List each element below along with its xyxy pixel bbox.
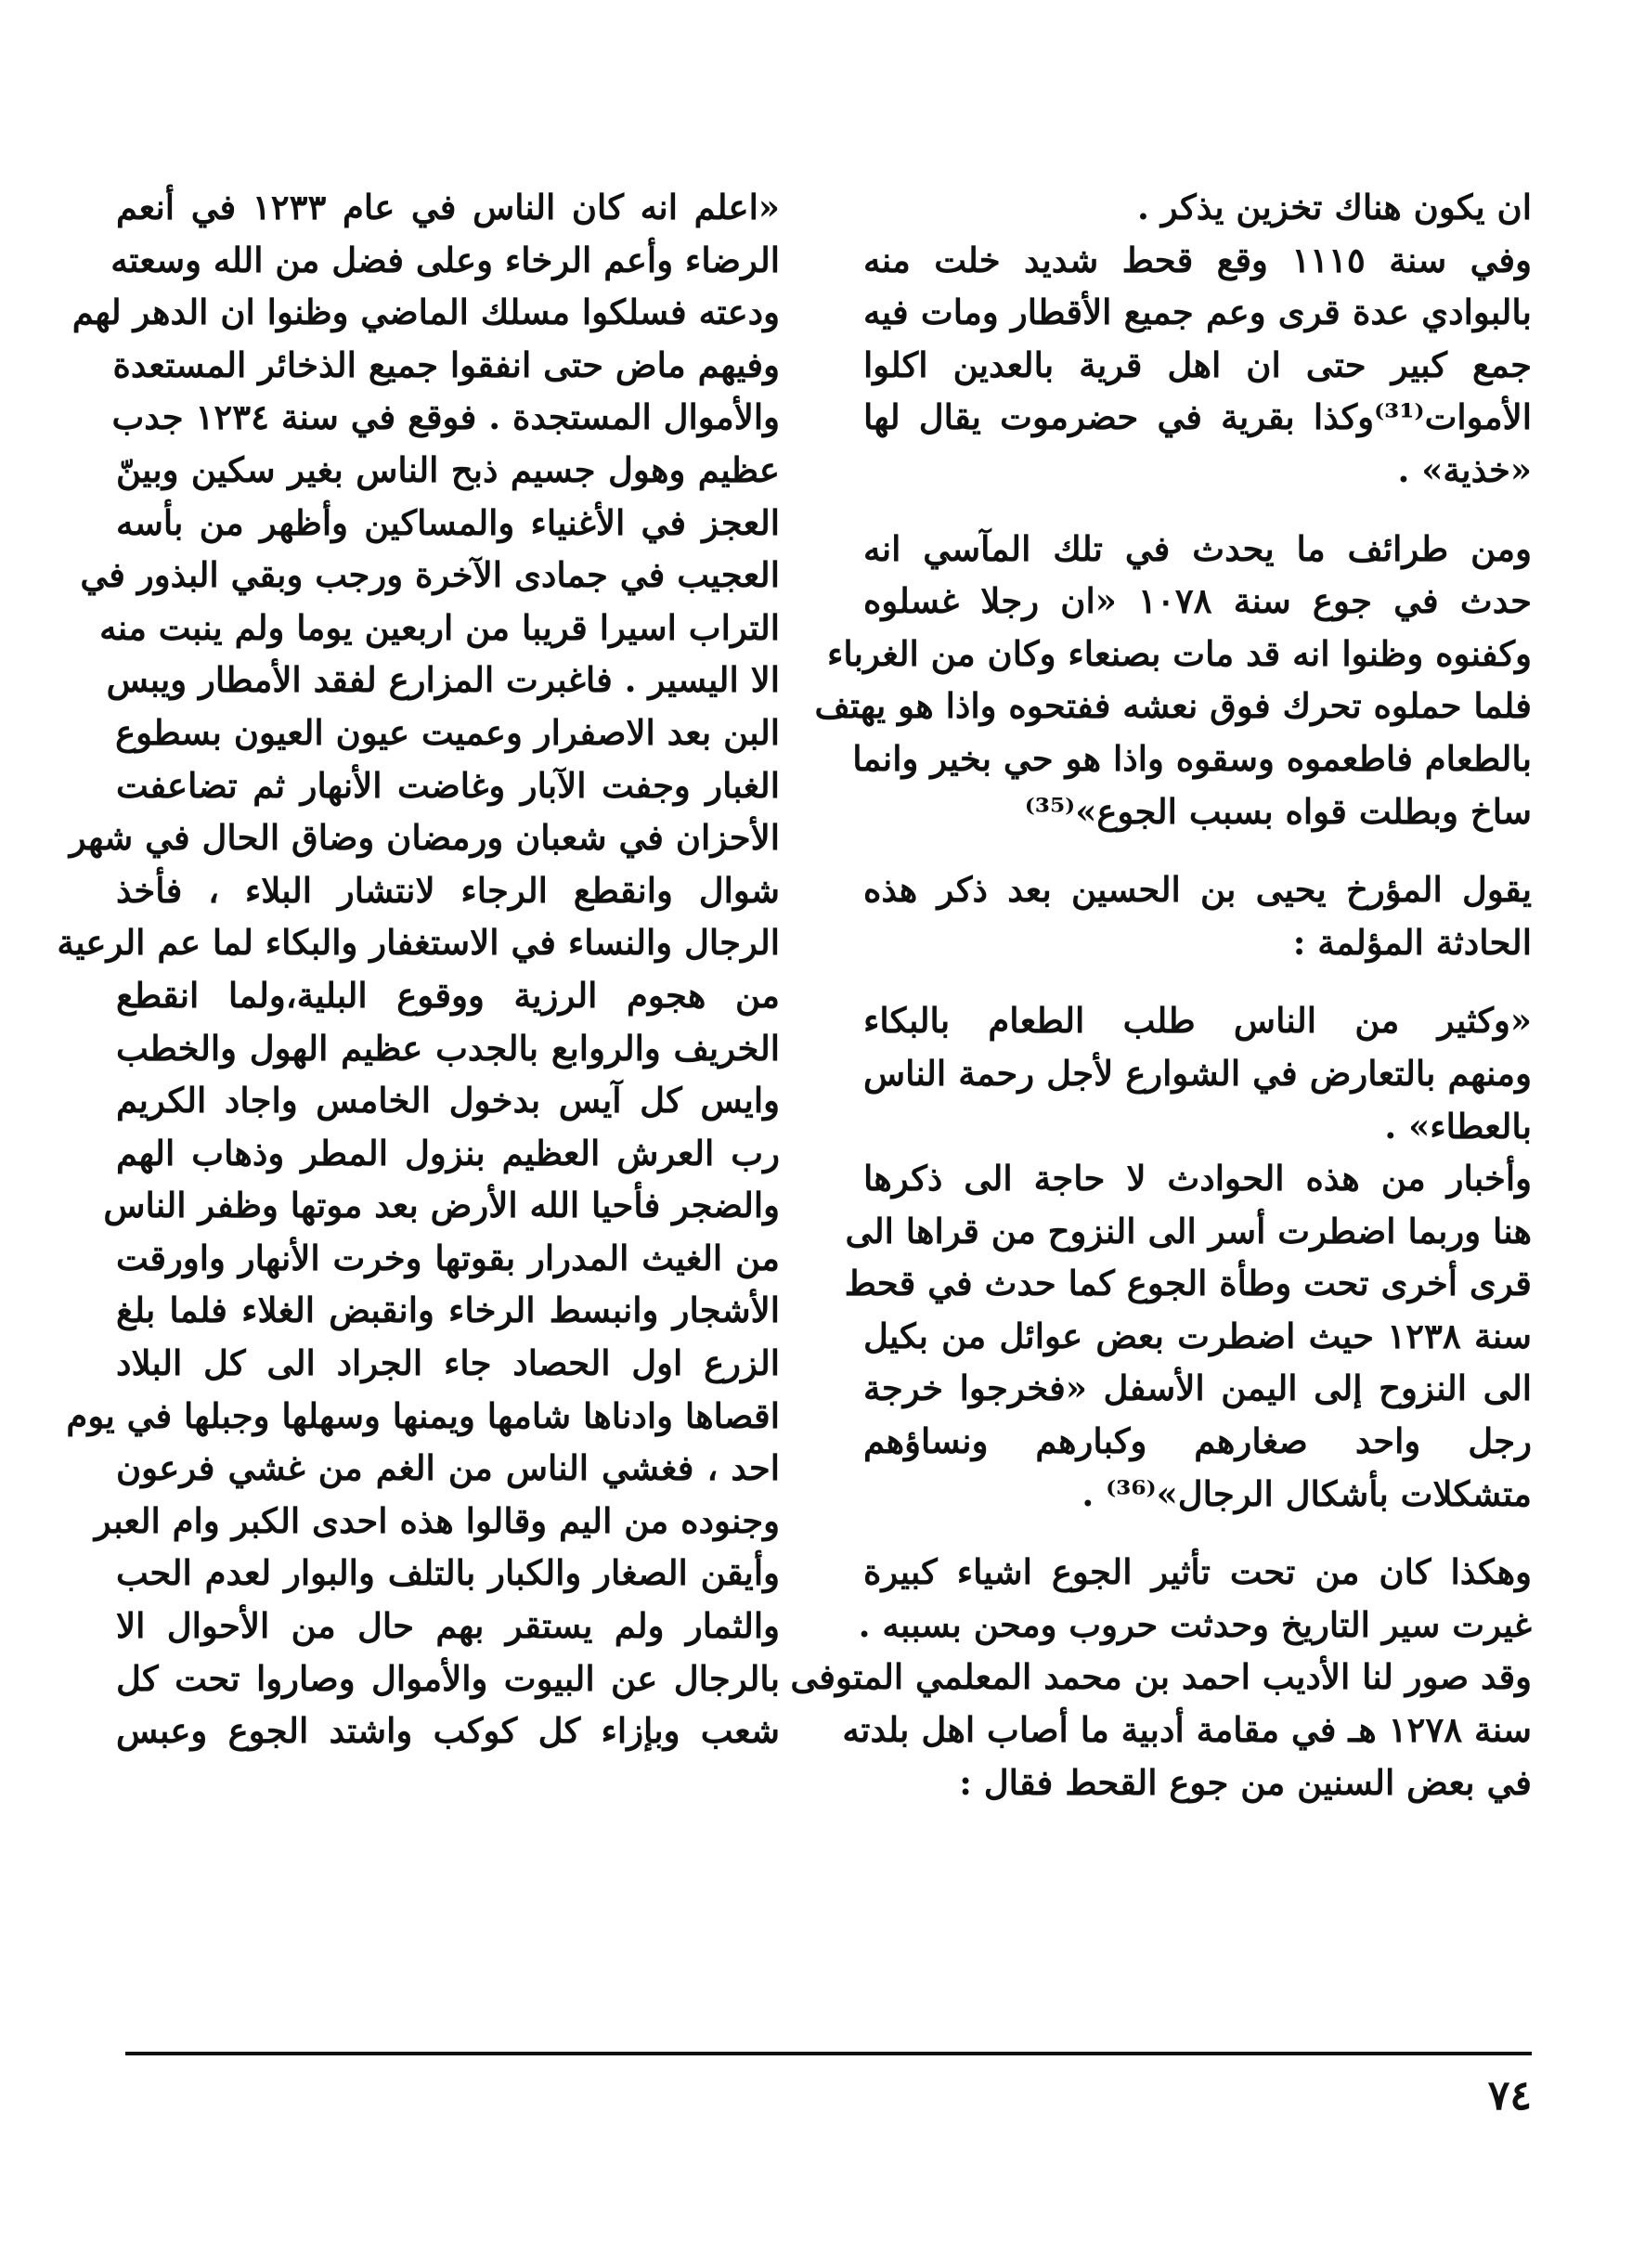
- text-line: يقول المؤرخ يحيى بن الحسين بعد ذكر هذه: [863, 869, 1532, 911]
- text-line: والثمار ولم يستقر بهم حال من الأحوال الا: [116, 1605, 780, 1647]
- text-line: فلما حملوه تحرك فوق نعشه ففتحوه واذا هو يهتف: [814, 685, 1532, 727]
- text-line: «وكثير من الناس طلب الطعام بالبكاء: [863, 1000, 1532, 1042]
- text-line: العجز في الأغنياء والمساكين وأظهر من بأسه: [116, 501, 780, 543]
- text-line: والأموال المستجدة . فوقع في سنة ١٢٣٤ جدب: [111, 396, 780, 438]
- text-line: وايس كل آيس بدخول الخامس واجاد الكريم: [116, 1080, 780, 1121]
- text-line: اقصاها وادناها شامها ويمنها وسهلها وجبلها في يوم: [66, 1394, 780, 1436]
- text-line: وفيهم ماض حتى انفقوا جميع الذخائر المستعدة: [112, 343, 780, 385]
- text-line: في بعض السنين من جوع القحط فقال :: [959, 1761, 1532, 1803]
- text-line: التراب اسيرا قريبا من اربعين يوما ولم ينبت منه: [99, 606, 780, 648]
- text-line: ودعته فسلكوا مسلك الماضي وظنوا ان الدهر لهم: [71, 292, 780, 333]
- text-line: ان يكون هناك تخزين يذكر .: [1136, 187, 1532, 227]
- paragraph: [790, 1546, 1532, 1808]
- text-line: رجل واحد صغارهم وكبارهم ونساؤهم: [863, 1420, 1532, 1462]
- text-line: الخريف والروابع بالجدب عظيم الهول والخطب: [116, 1027, 780, 1069]
- text-line: الغبار وجفت الآبار وغاضت الأنهار ثم تضاعفت: [116, 764, 780, 806]
- text-line: وفي سنة ١١١٥ وقع قحط شديد خلت منه: [863, 239, 1532, 280]
- paragraph: [863, 863, 1532, 968]
- paragraph: [863, 181, 1532, 234]
- text-line: سنة ١٢٧٨ هـ في مقامة أدبية ما أصاب اهل بلدته: [842, 1709, 1532, 1751]
- text-line: وجنوده من اليم وقالوا هذه احدى الكبر وام العبر: [94, 1499, 780, 1541]
- footer-rule: [125, 2052, 1532, 2055]
- text-line: بالبوادي عدة قرى وعم جميع الأقطار ومات فيه: [863, 292, 1532, 333]
- text-line: الأحزان في شعبان ورمضان وضاق الحال في شهر: [69, 817, 780, 859]
- page-number: ٧٤: [1487, 2072, 1532, 2119]
- text-line: الرضاء وأعم الرخاء وعلى فضل من الله وسعته: [110, 239, 780, 280]
- paragraph: [844, 1152, 1532, 1520]
- text-line: الأشجار وانبسط الرخاء وانقبض الغلاء فلما بلغ: [116, 1290, 780, 1331]
- left-column: [57, 181, 781, 1757]
- right-column: [790, 181, 1532, 1808]
- text-line: غيرت سير التاريخ وحدثت حروب ومحن بسببه .: [858, 1603, 1532, 1645]
- text-line: وأيقن الصغار والكبار بالتلف والبوار لعدم الحب: [116, 1552, 780, 1594]
- quote-paragraph: [863, 994, 1532, 1152]
- text-line: وكفنوه وظنوا انه قد مات بصنعاء وكان من الغرباء: [826, 632, 1532, 674]
- text-line: جمع كبير حتى ان اهل قرية بالعدين اكلوا: [863, 343, 1532, 385]
- paragraph: [863, 234, 1532, 497]
- text-line: الا اليسير . فاغبرت المزارع لفقد الأمطار ويبس: [106, 659, 780, 701]
- text-line: ساخ وبطلت قواه بسبب الجوع»⁽³⁵⁾: [1024, 790, 1532, 832]
- text-line: متشكلات بأشكال الرجال»⁽³⁶⁾ .: [1082, 1472, 1532, 1514]
- text-line: من هجوم الرزية ووقوع البلية،ولما انقطع: [116, 974, 780, 1016]
- text-line: شوال وانقطع الرجاء لانتشار البلاء ، فأخذ: [116, 869, 780, 911]
- text-line: البن بعد الاصفرار وعميت عيون العيون بسطوع: [115, 711, 780, 753]
- text-line: حدث في جوع سنة ١٠٧٨ «ان رجلا غسلوه: [863, 580, 1532, 622]
- text-line: الحادثة المؤلمة :: [1292, 921, 1532, 963]
- text-line: وقد صور لنا الأديب احمد بن محمد المعلمي المتوفى: [790, 1656, 1532, 1698]
- text-line: «اعلم انه كان الناس في عام ١٢٣٣ في أنعم: [116, 187, 781, 227]
- text-line: قرى أخرى تحت وطأة الجوع كما حدث في قحط: [844, 1263, 1532, 1304]
- text-line: بالعطاء» .: [1384, 1105, 1532, 1147]
- text-line: «خذية» .: [1397, 448, 1532, 490]
- paragraph: [814, 523, 1532, 838]
- text-line: شعب وبإزاء كل كوكب واشتد الجوع وعبس: [116, 1710, 780, 1752]
- text-line: من الغيث المدرار بقوتها وخرت الأنهار واورقت: [116, 1237, 780, 1278]
- text-line: بالطعام فاطعموه وسقوه واذا هو حي بخير وانما: [852, 737, 1532, 779]
- text-line: هنا وربما اضطرت أسر الى النزوح من قراها الى: [845, 1210, 1532, 1251]
- text-line: الزرع اول الحصاد جاء الجراد الى كل البلاد: [116, 1342, 780, 1384]
- text-line: ومنهم بالتعارض في الشوارع لأجل رحمة الناس: [863, 1052, 1532, 1094]
- text-line: العجيب في جمادى الآخرة ورجب وبقي البذور في: [80, 554, 780, 596]
- quote-paragraph: [57, 181, 781, 1757]
- text-line: سنة ١٢٣٨ حيث اضطرت بعض عوائل من بكيل: [863, 1315, 1532, 1356]
- text-line: الرجال والنساء في الاستغفار والبكاء لما عم الرعية: [57, 922, 780, 964]
- text-line: الأموات⁽³¹⁾وكذا بقرية في حضرموت يقال لها: [863, 396, 1532, 438]
- text-line: وهكذا كان من تحت تأثير الجوع اشياء كبيرة: [863, 1551, 1532, 1593]
- text-line: رب العرش العظيم بنزول المطر وذهاب الهم: [116, 1132, 780, 1173]
- text-line: بالرجال عن البيوت والأموال وصاروا تحت كل: [116, 1657, 780, 1699]
- text-line: والضجر فأحيا الله الأرض بعد موتها وظفر الناس: [103, 1185, 780, 1226]
- text-line: ومن طرائف ما يحدث في تلك المآسي انه: [863, 527, 1532, 569]
- text-line: عظيم وهول جسيم ذبح الناس بغير سكين وبينّ: [116, 448, 780, 490]
- text-line: وأخبار من هذه الحوادث لا حاجة الى ذكرها: [863, 1158, 1532, 1199]
- text-line: احد ، فغشي الناس من الغم من غشي فرعون: [116, 1447, 780, 1489]
- text-line: الى النزوح إلى اليمن الأسفل «فخرجوا خرجة: [863, 1367, 1532, 1409]
